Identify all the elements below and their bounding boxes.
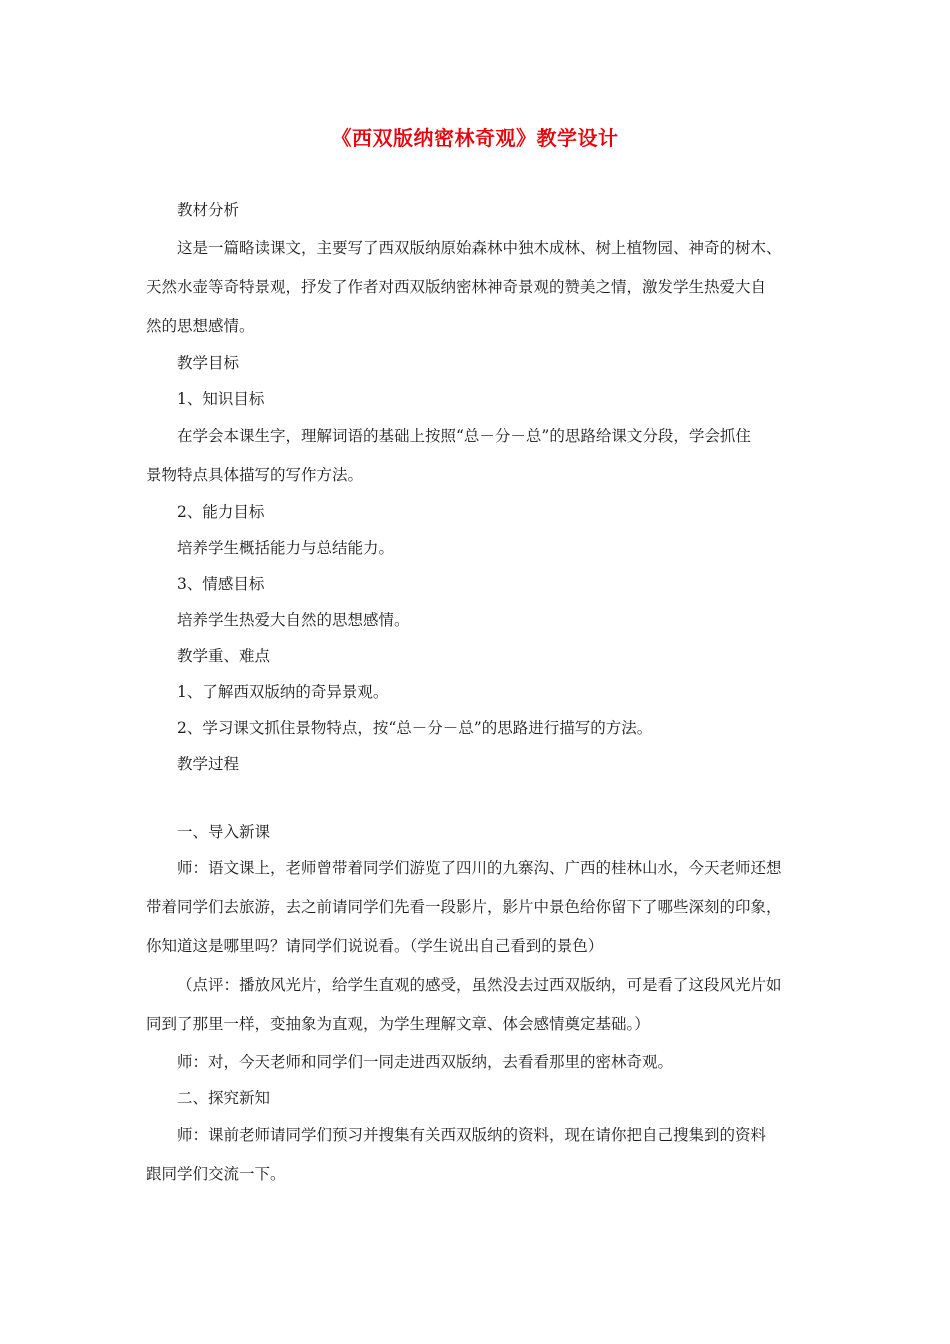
heading-teaching-process: 教学过程 [177, 755, 240, 773]
paragraph-line: 景物特点具体描写的写作方法。 [146, 466, 364, 484]
subheading-ability-goal: 2、能力目标 [177, 503, 265, 521]
paragraph-line: 然的思想感情。 [146, 317, 255, 335]
heading-key-points: 教学重、难点 [177, 647, 271, 665]
paragraph-line: 师：语文课上，老师曾带着同学们游览了四川的九寨沟、广西的桂林山水，今天老师还想 [177, 859, 782, 877]
comment-line: 同到了那里一样，变抽象为直观，为学生理解文章、体会感情奠定基础。） [146, 1015, 650, 1033]
subheading-knowledge-goal: 1、知识目标 [177, 390, 265, 408]
paragraph-line: 师：对，今天老师和同学们一同走进西双版纳，去看看那里的密林奇观。 [177, 1053, 674, 1071]
paragraph-line: 培养学生热爱大自然的思想感情。 [177, 611, 410, 629]
paragraph-line: 在学会本课生字，理解词语的基础上按照“总－分－总”的思路给课文分段，学会抓住 [177, 427, 751, 445]
paragraph-line: 天然水壶等奇特景观，抒发了作者对西双版纳密林神奇景观的赞美之情，激发学生热爱大自 [146, 278, 767, 296]
paragraph-line: 带着同学们去旅游，去之前请同学们先看一段影片，影片中景色给你留下了哪些深刻的印象， [146, 898, 782, 916]
subheading-intro: 一、导入新课 [177, 823, 271, 841]
paragraph-line: 你知道这是哪里吗？请同学们说说看。（学生说出自己看到的景色） [146, 937, 604, 955]
list-item: 2、学习课文抓住景物特点，按“总－分－总”的思路进行描写的方法。 [177, 719, 653, 737]
document-title: 《西双版纳密林奇观》教学设计 [331, 126, 619, 150]
subheading-emotion-goal: 3、情感目标 [177, 575, 265, 593]
heading-teaching-goals: 教学目标 [177, 354, 240, 372]
comment-line: （点评：播放风光片，给学生直观的感受，虽然没去过西双版纳，可是看了这段风光片如 [177, 976, 782, 994]
paragraph-line: 师：课前老师请同学们预习并搜集有关西双版纳的资料，现在请你把自己搜集到的资料 [177, 1126, 767, 1144]
list-item: 1、了解西双版纳的奇异景观。 [177, 683, 389, 701]
paragraph-line: 跟同学们交流一下。 [146, 1165, 286, 1183]
paragraph-line: 培养学生概括能力与总结能力。 [177, 539, 395, 557]
paragraph-line: 这是一篇略读课文，主要写了西双版纳原始森林中独木成林、树上植物园、神奇的树木、 [177, 239, 782, 257]
subheading-explore: 二、探究新知 [177, 1089, 271, 1107]
heading-textbook-analysis: 教材分析 [177, 201, 240, 219]
